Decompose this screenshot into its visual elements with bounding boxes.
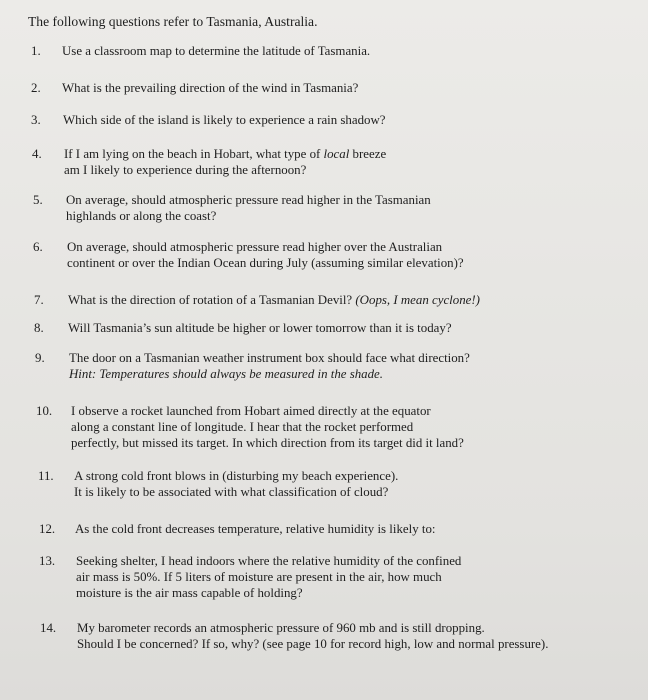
question-number: 5. — [33, 193, 43, 207]
question-text: What is the direction of rotation of a Tasmanian Devil? (Oops, I mean cyclone!) — [68, 293, 480, 307]
question-text-line-1: A strong cold front blows in (disturbing my beach experience). — [74, 469, 399, 483]
question-text-line-1: I observe a rocket launched from Hobart aimed directly at the equator — [71, 404, 431, 418]
question-text: Use a classroom map to determine the latitude of Tasmania. — [62, 44, 371, 58]
question-number: 10. — [36, 404, 53, 418]
question-number: 12. — [39, 522, 56, 536]
question-text-line-1: The door on a Tasmanian weather instrument box should face what direction? — [69, 351, 470, 365]
question-text-line-3: moisture is the air mass capable of holding? — [76, 586, 303, 600]
question-text-line-1: On average, should atmospheric pressure read higher over the Australian — [67, 240, 443, 254]
question-text-line-1: If I am lying on the beach in Hobart, what type of local breeze — [64, 147, 387, 161]
question-number: 2. — [31, 81, 41, 95]
question-number: 7. — [34, 293, 44, 307]
question-text: What is the prevailing direction of the wind in Tasmania? — [62, 81, 359, 95]
question-text-line-1: Seeking shelter, I head indoors where the relative humidity of the confined — [76, 554, 462, 568]
question-number: 4. — [32, 147, 42, 161]
question-text-line-2: am I likely to experience during the afternoon? — [64, 163, 307, 177]
question-text-line-1: On average, should atmospheric pressure read higher in the Tasmanian — [66, 193, 431, 207]
question-hint: Hint: Temperatures should always be measured in the shade. — [69, 367, 384, 381]
question-number: 8. — [34, 321, 44, 335]
question-number: 14. — [40, 621, 57, 635]
question-text: Which side of the island is likely to experience a rain shadow? — [63, 113, 386, 127]
question-text-line-2: It is likely to be associated with what classification of cloud? — [74, 485, 389, 499]
question-number: 6. — [33, 240, 43, 254]
question-text-line-2: Should I be concerned? If so, why? (see page 10 for record high, low and normal pressure). — [77, 637, 549, 651]
question-number: 1. — [31, 44, 41, 58]
question-text: As the cold front decreases temperature, relative humidity is likely to: — [75, 522, 436, 536]
question-text-line-2: along a constant line of longitude. I hear that the rocket performed — [71, 420, 414, 434]
question-text-line-2: air mass is 50%. If 5 liters of moisture are present in the air, how much — [76, 570, 442, 584]
question-text-line-3: perfectly, but missed its target. In which direction from its target did it land? — [71, 436, 464, 450]
question-text-line-2: highlands or along the coast? — [66, 209, 217, 223]
question-text-line-2: continent or over the Indian Ocean during July (assuming similar elevation)? — [67, 256, 464, 270]
question-number: 9. — [35, 351, 45, 365]
worksheet-header: The following questions refer to Tasmania, Australia. — [28, 14, 318, 29]
question-number: 11. — [38, 469, 54, 483]
question-text-line-1: My barometer records an atmospheric pressure of 960 mb and is still dropping. — [77, 621, 485, 635]
question-text: Will Tasmania’s sun altitude be higher or lower tomorrow than it is today? — [68, 321, 452, 335]
question-number: 13. — [39, 554, 56, 568]
question-number: 3. — [31, 113, 41, 127]
